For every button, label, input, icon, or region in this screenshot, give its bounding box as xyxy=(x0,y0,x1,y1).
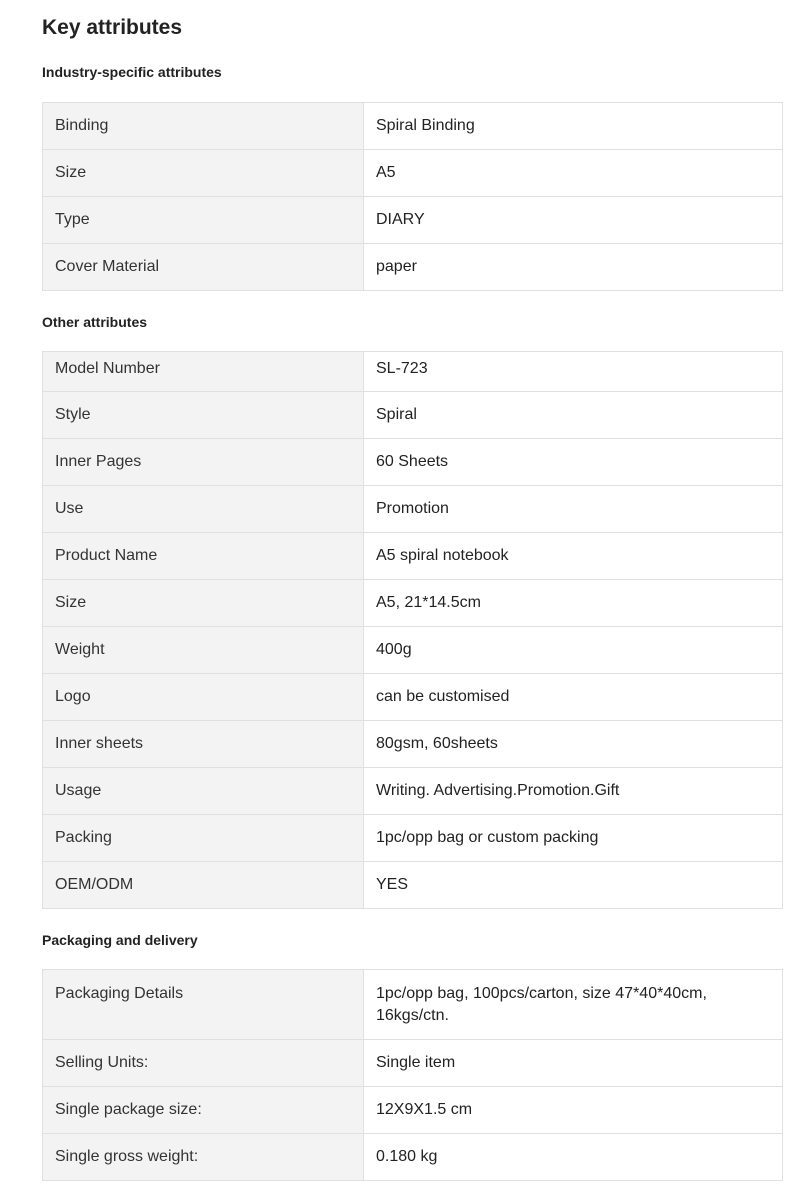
table-row xyxy=(43,674,783,721)
table-row xyxy=(43,197,783,244)
attribute-value: 12X9X1.5 cm xyxy=(364,1087,783,1134)
attribute-key: Packing xyxy=(43,815,364,862)
section-heading-industry: Industry-specific attributes xyxy=(42,64,222,80)
attribute-key: Cover Material xyxy=(43,244,364,291)
attribute-value: Spiral xyxy=(364,392,783,439)
table-row xyxy=(43,580,783,627)
attribute-value: DIARY xyxy=(364,197,783,244)
table-row xyxy=(43,150,783,197)
table-row xyxy=(43,1040,783,1087)
table-row xyxy=(43,815,783,862)
attribute-value: Single item xyxy=(364,1040,783,1087)
table-row xyxy=(43,970,783,1040)
attribute-key: Inner Pages xyxy=(43,439,364,486)
attribute-key: Weight xyxy=(43,627,364,674)
attribute-value: A5 xyxy=(364,150,783,197)
attribute-value: SL-723 xyxy=(364,352,783,392)
attribute-key: Model Number xyxy=(43,352,364,392)
attribute-value: 1pc/opp bag or custom packing xyxy=(364,815,783,862)
attribute-key: Type xyxy=(43,197,364,244)
attribute-key: Size xyxy=(43,580,364,627)
attribute-key: Size xyxy=(43,150,364,197)
other-attributes-table xyxy=(42,351,783,909)
page-title: Key attributes xyxy=(42,16,183,39)
attribute-key: Logo xyxy=(43,674,364,721)
section-heading-packaging: Packaging and delivery xyxy=(42,932,198,948)
attribute-value: Promotion xyxy=(364,486,783,533)
attribute-key: Single gross weight: xyxy=(43,1134,364,1181)
table-row xyxy=(43,352,783,392)
attribute-key: Use xyxy=(43,486,364,533)
table-row xyxy=(43,103,783,150)
table-row xyxy=(43,627,783,674)
attribute-value: Writing. Advertising.Promotion.Gift xyxy=(364,768,783,815)
packaging-delivery-table xyxy=(42,969,783,1181)
table-row xyxy=(43,486,783,533)
attribute-key: Product Name xyxy=(43,533,364,580)
attribute-key: Style xyxy=(43,392,364,439)
attribute-value: A5 spiral notebook xyxy=(364,533,783,580)
attribute-value: 60 Sheets xyxy=(364,439,783,486)
industry-attributes-table xyxy=(42,102,783,291)
attribute-key: Usage xyxy=(43,768,364,815)
attribute-key: Inner sheets xyxy=(43,721,364,768)
table-row xyxy=(43,392,783,439)
table-row xyxy=(43,439,783,486)
attribute-key: Selling Units: xyxy=(43,1040,364,1087)
table-row xyxy=(43,1087,783,1134)
attribute-key: Binding xyxy=(43,103,364,150)
attribute-value: 0.180 kg xyxy=(364,1134,783,1181)
table-row xyxy=(43,533,783,580)
attribute-value: Spiral Binding xyxy=(364,103,783,150)
attribute-value: can be customised xyxy=(364,674,783,721)
attribute-value: 1pc/opp bag, 100pcs/carton, size 47*40*40cm, 16kgs/ctn. xyxy=(364,970,783,1040)
table-row xyxy=(43,768,783,815)
attribute-key: Packaging Details xyxy=(43,970,364,1040)
attribute-value: 80gsm, 60sheets xyxy=(364,721,783,768)
table-row xyxy=(43,721,783,768)
attribute-value: paper xyxy=(364,244,783,291)
attribute-value: YES xyxy=(364,862,783,909)
table-row xyxy=(43,862,783,909)
section-heading-other: Other attributes xyxy=(42,314,148,330)
attribute-key: OEM/ODM xyxy=(43,862,364,909)
table-row xyxy=(43,244,783,291)
attribute-value: A5, 21*14.5cm xyxy=(364,580,783,627)
attribute-value: 400g xyxy=(364,627,783,674)
attribute-key: Single package size: xyxy=(43,1087,364,1134)
table-row xyxy=(43,1134,783,1181)
